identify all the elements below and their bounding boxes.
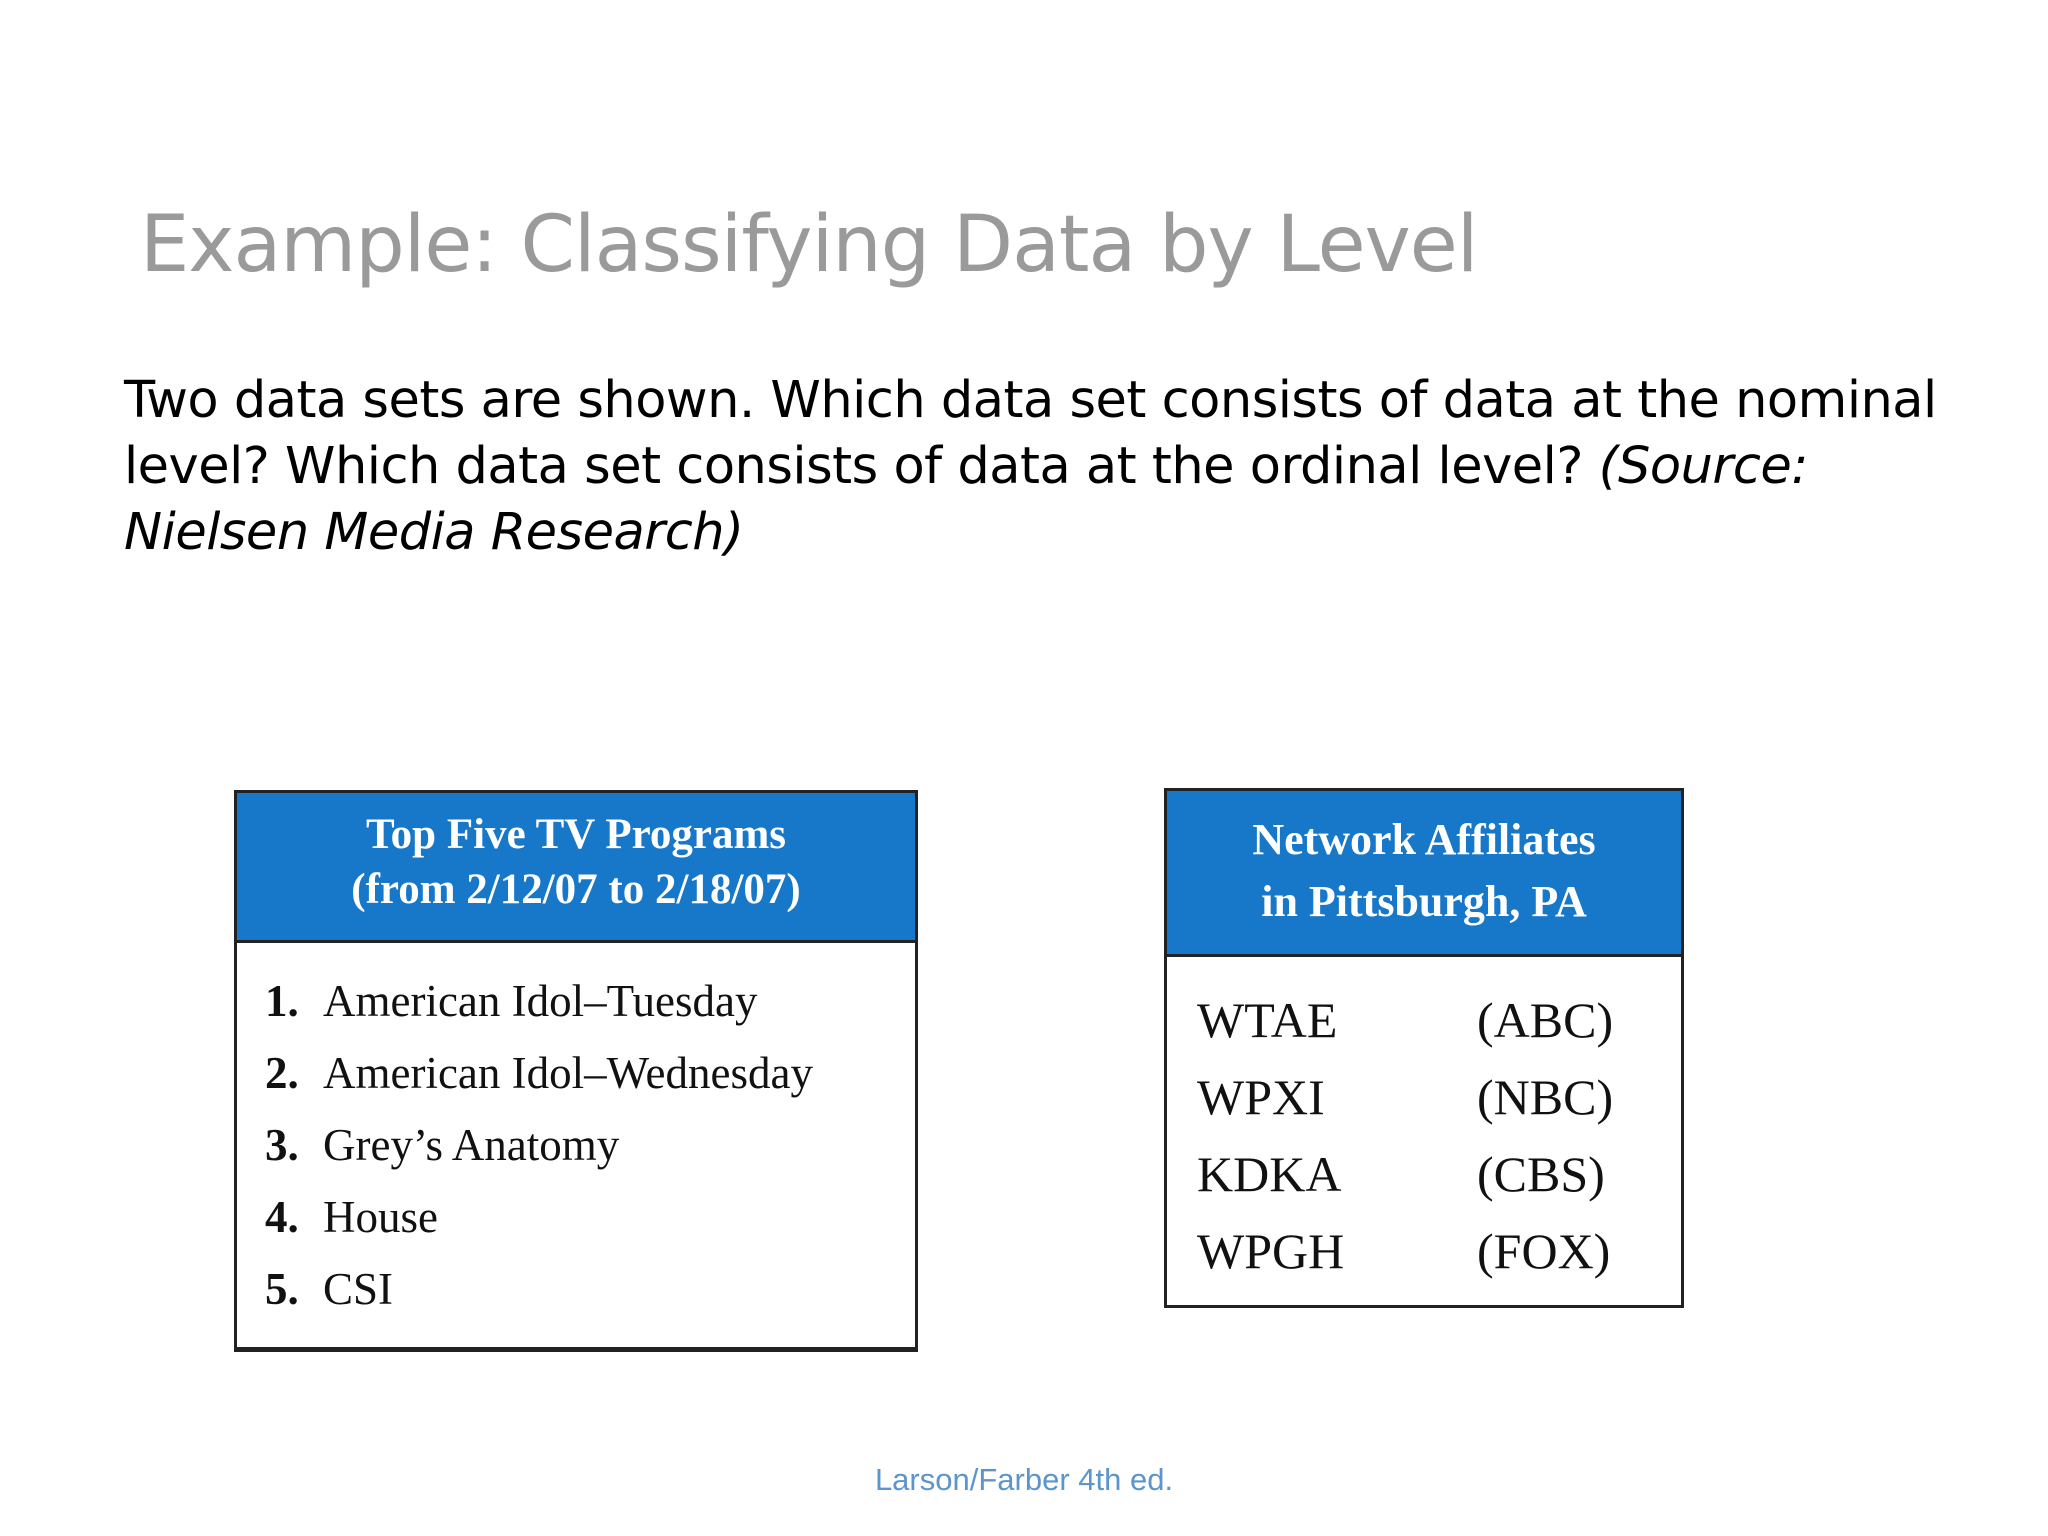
program-rank: 5. — [265, 1264, 299, 1314]
program-name: Grey’s Anatomy — [323, 1120, 620, 1170]
list-item — [265, 1181, 915, 1253]
network-name: (NBC) — [1477, 1068, 1614, 1125]
program-rank: 2. — [265, 1048, 299, 1098]
program-name: American Idol–Tuesday — [323, 976, 758, 1026]
network-affiliates-title: Network Affiliates — [1252, 815, 1596, 864]
table-row — [1197, 981, 1613, 1058]
table-row — [1197, 1058, 1613, 1135]
question-body: Two data sets are shown. Which data set consists of data at the nominal level? Which data set consists of data at the ordinal level? — [124, 371, 1937, 496]
station-call-letters: WTAE — [1197, 991, 1338, 1048]
station-call-letters: KDKA — [1197, 1145, 1342, 1202]
list-item — [265, 965, 915, 1037]
network-affiliates-location: in Pittsburgh, PA — [1261, 877, 1587, 926]
table-row — [1197, 1135, 1613, 1212]
program-name: House — [323, 1192, 438, 1242]
network-name: (FOX) — [1477, 1222, 1611, 1279]
network-name: (ABC) — [1477, 991, 1614, 1048]
table-row — [1197, 1212, 1613, 1289]
network-name: (CBS) — [1477, 1145, 1605, 1202]
list-item — [265, 1109, 915, 1181]
program-rank: 3. — [265, 1120, 299, 1170]
network-affiliates-table — [1164, 788, 1684, 1308]
top-programs-table — [234, 790, 918, 1352]
program-name: CSI — [323, 1264, 394, 1314]
station-call-letters: WPXI — [1197, 1068, 1325, 1125]
top-programs-title: Top Five TV Programs — [365, 811, 787, 858]
program-rank: 1. — [265, 976, 299, 1026]
station-call-letters: WPGH — [1197, 1222, 1345, 1279]
program-list — [237, 943, 915, 1325]
program-name: American Idol–Wednesday — [323, 1048, 813, 1098]
source-citation: (Source: Nielsen Media Research) — [124, 437, 1808, 562]
list-item — [265, 1037, 915, 1109]
affiliate-list — [1197, 981, 1613, 1289]
program-rank: 4. — [265, 1192, 299, 1242]
question-text — [124, 368, 1974, 566]
top-programs-header — [237, 793, 915, 943]
slide-footer: Larson/Farber 4th ed. — [874, 1462, 1174, 1497]
network-affiliates-header — [1167, 791, 1681, 957]
top-programs-date-range: (from 2/12/07 to 2/18/07) — [351, 866, 801, 913]
slide-title: Example: Classifying Data by Level — [140, 200, 1478, 290]
list-item — [265, 1253, 915, 1325]
